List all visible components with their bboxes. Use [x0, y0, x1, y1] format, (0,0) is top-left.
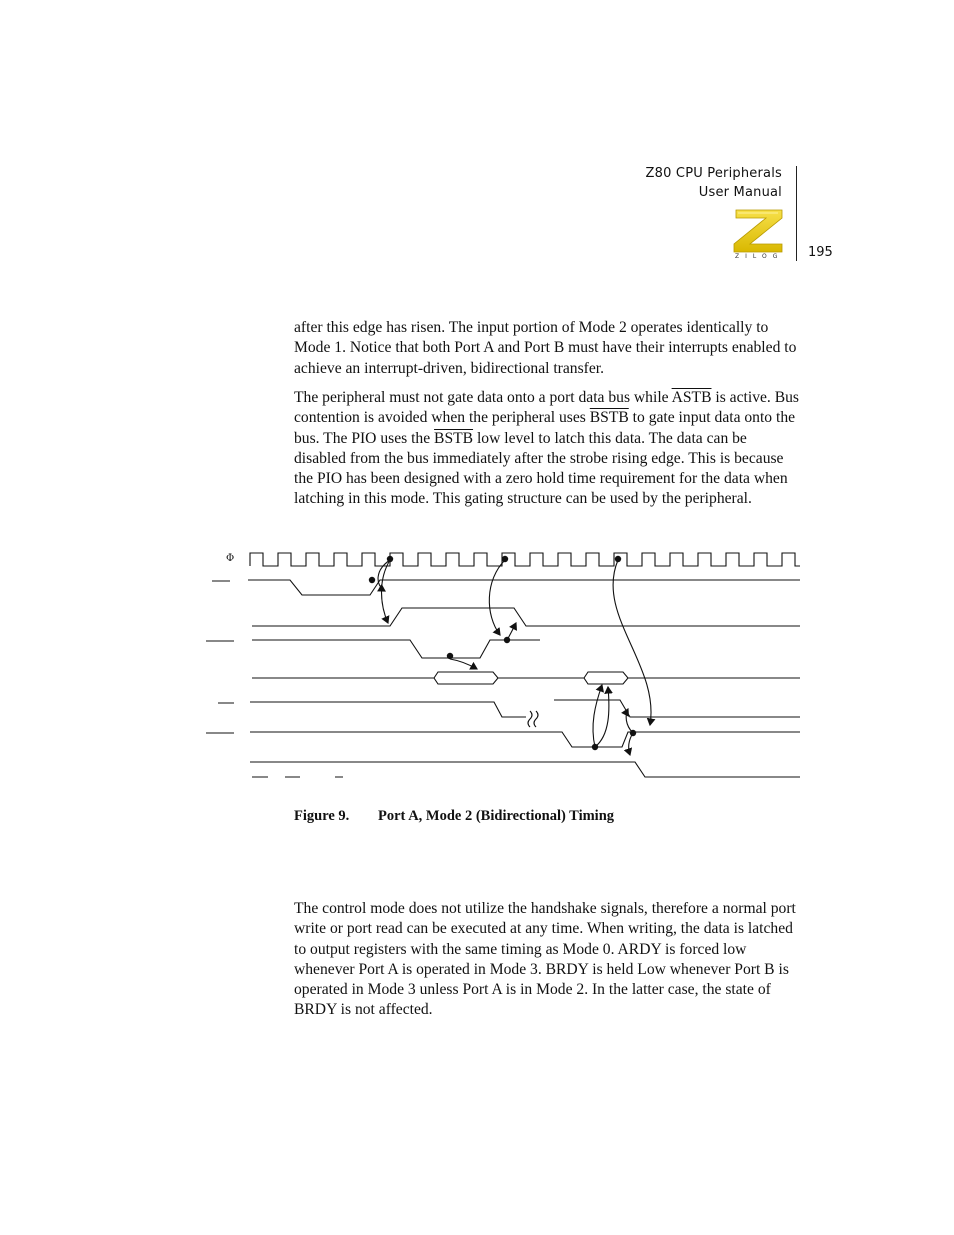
- event-dot: [615, 556, 621, 562]
- break-mark: [528, 711, 538, 727]
- figure-title: Port A, Mode 2 (Bidirectional) Timing: [378, 808, 615, 824]
- logo-wordmark: ZILOG: [735, 253, 784, 260]
- ardy-signal: [252, 608, 800, 626]
- event-dot: [369, 577, 375, 583]
- running-header: [646, 164, 782, 202]
- astb-signal: ASTB: [671, 389, 712, 406]
- figure-number: Figure 9.: [294, 808, 350, 824]
- arrow-5: [450, 659, 477, 669]
- arrow-3: [489, 560, 505, 635]
- event-dot: [504, 637, 510, 643]
- int-signal: [250, 762, 800, 777]
- wr-signal: [248, 580, 800, 595]
- header-title-line2: User Manual: [698, 185, 782, 200]
- arrow-9: [626, 709, 633, 733]
- arrow-7: [593, 685, 602, 747]
- header-title-line1: Z80 CPU Peripherals: [645, 166, 782, 181]
- clock-waveform: [250, 553, 800, 566]
- event-dot: [502, 556, 508, 562]
- astb-waveform: [252, 640, 540, 658]
- brdy-signal: [250, 702, 526, 717]
- p2-text-4: low level to latch this data. The data can be disabled from the bus immediately after the strobe rising edge. This is because the PIO has been designed with a zero hold time requirement for the data when latching in this mode. This gating structure can be used by the peripheral.: [294, 429, 788, 508]
- data-valid-2: [584, 672, 628, 684]
- event-dot: [447, 653, 453, 659]
- body-paragraph-1: after this edge has risen. The input portion of Mode 2 operates identically to Mode 1. Notice that both Port A and Port B must have their interrupts enabled to achieve an interrupt-driven, bidirectional transfer.: [294, 319, 797, 377]
- bstb-waveform: [250, 732, 800, 747]
- data-valid-1: [434, 672, 498, 684]
- page-number: 195: [808, 245, 833, 260]
- event-dot: [387, 556, 393, 562]
- arrow-10: [629, 733, 633, 755]
- p2-text-2: is active. Bus contention is avoided when the peripheral uses: [294, 389, 799, 427]
- label-stubs: [206, 581, 343, 777]
- p2-text-3: to gate input data onto the bus. The PIO uses the: [294, 409, 796, 447]
- body-paragraph-2: [294, 388, 800, 510]
- arrow-2: [382, 560, 391, 623]
- phi-label: Φ: [226, 553, 235, 564]
- header-divider: [796, 166, 797, 261]
- p2-text-1: The peripheral must not gate data onto a port data bus while: [294, 389, 672, 406]
- bstb-signal-2: BSTB: [434, 429, 474, 447]
- timing-diagram: [200, 545, 810, 790]
- body-paragraph-3: The control mode does not utilize the handshake signals, therefore a normal port write or port read can be executed at any time. When writing, the data is latched to output registers with the same timing as Mode 0. ARDY is forced low whenever Port A is operated in Mode 3. BRDY is held Low whenever Port B is operated in Mode 3 unless Port A is in Mode 2. In the latter case, the state of BRDY is not affected.: [294, 900, 796, 1019]
- bstb-upper: [554, 700, 800, 717]
- bstb-signal: BSTB: [589, 409, 629, 427]
- event-dot: [592, 744, 598, 750]
- event-dot: [630, 730, 636, 736]
- arrow-8: [595, 687, 609, 747]
- figure-caption: [294, 808, 614, 825]
